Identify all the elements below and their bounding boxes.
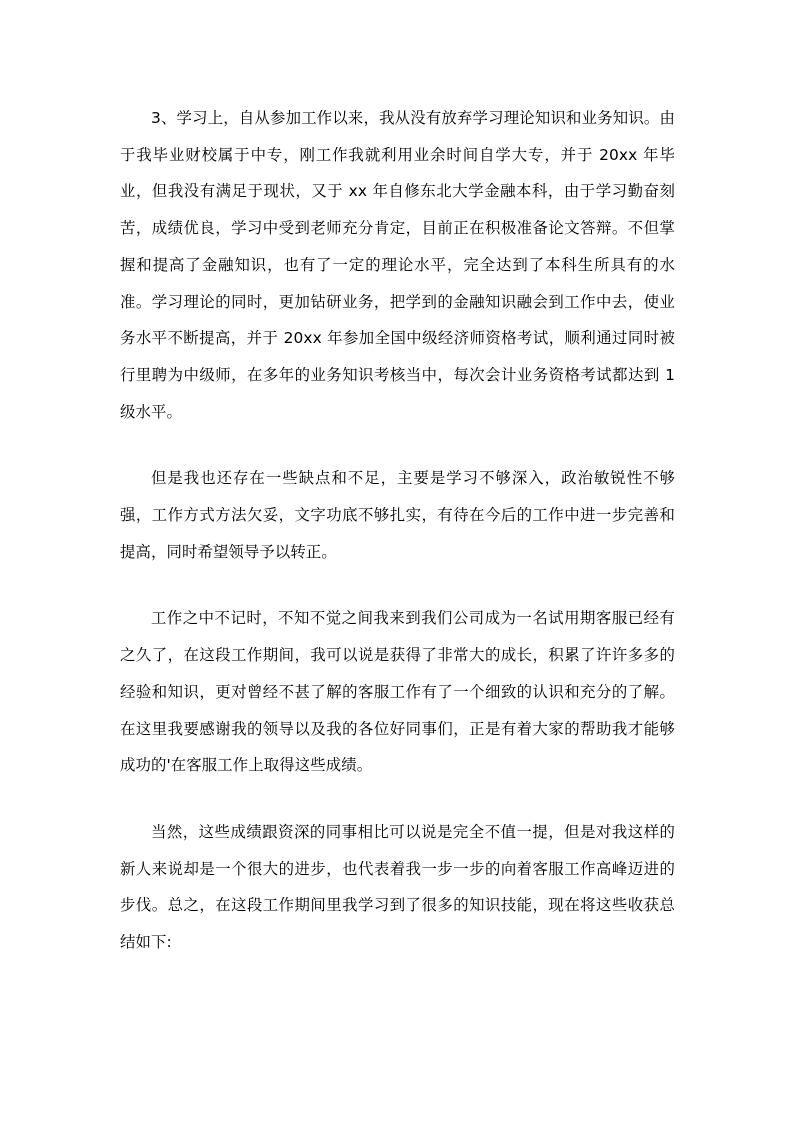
paragraph-shortcomings: 但是我也还存在一些缺点和不足，主要是学习不够深入，政治敏锐性不够强，工作方式方法欠妥，文字功底不够扎实，有待在今后的工作中进一步完善和提高，同时希望领导予以转正。	[120, 469, 675, 561]
paragraph-customer-service-work: 工作之中不记时，不知不觉之间我来到我们公司成为一名试用期客服已经有之久了，在这段工作期间，我可以说是获得了非常大的成长，积累了许许多多的经验和知识，更对曾经不甚了解的客服工作有了一个细致的认识和充分的了解。在这里我要感谢我的领导以及我的各位好同事们，正是有着大家的帮助我才能够成功的'在客服工作上取得这些成绩。	[120, 609, 675, 775]
paragraph-summary-intro: 当然，这些成绩跟资深的同事相比可以说是完全不值一提，但是对我这样的新人来说却是一个很大的进步，也代表着我一步一步的向着客服工作高峰迈进的步伐。总之，在这段工作期间里我学习到了很多的知识技能，现在将这些收获总结如下:	[120, 822, 675, 952]
paragraph-study: 3、学习上，自从参加工作以来，我从没有放弃学习理论知识和业务知识。由于我毕业财校属于中专，刚工作我就利用业余时间自学大专，并于 20xx 年毕业，但我没有满足于现状，又于 xx 年自修东北大学金融本科，由于学习勤奋刻苦，成绩优良，学习中受到老师充分肯定，目前正在积极准备论文答辩。不但掌握和提高了金融知识，也有了一定的理论水平，完全达到了本科生所具有的水准。学习理论的同时，更加钻研业务，把学到的金融知识融会到工作中去，使业务水平不断提高，并于 20xx 年参加全国中级经济师资格考试，顺利通过同时被行里聘为中级师，在多年的业务知识考核当中，每次会计业务资格考试都达到 1 级水平。	[120, 109, 675, 421]
document-body	[120, 100, 675, 961]
